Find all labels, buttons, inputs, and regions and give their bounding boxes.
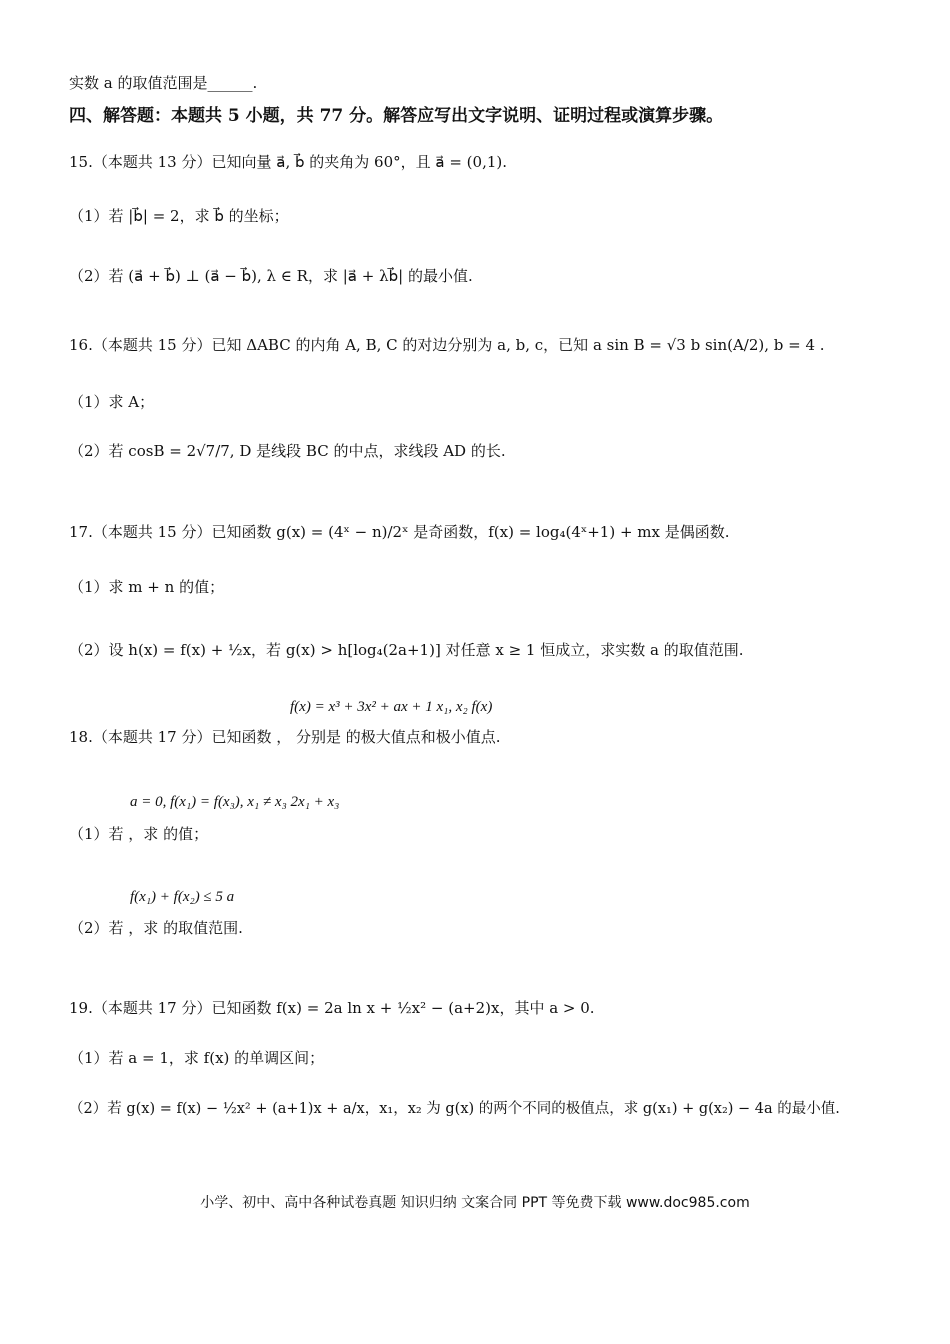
q19-stem: 19.（本题共 17 分）已知函数 f(x) = 2a ln x + ½x² − (a+2)x，其中 a > 0.: [69, 999, 595, 1017]
q16-part1: （1）求 A；: [69, 393, 155, 411]
q18-part1-formula: a = 0, f(x₁) = f(x₃), x₁ ≠ x₃ 2x₁ + x₃: [130, 794, 340, 810]
q16-stem: 16.（本题共 15 分）已知 ΔABC 的内角 A, B, C 的对边分别为 a, b, c，已知 a sin B = √3 b sin(A/2), b = 4 .: [69, 336, 825, 354]
q17-part2: （2）设 h(x) = f(x) + ½x，若 g(x) > h[log₄(2a+1)] 对任意 x ≥ 1 恒成立，求实数 a 的取值范围.: [69, 641, 744, 659]
q15-part1: （1）若 |b⃗| = 2，求 b⃗ 的坐标；: [69, 207, 289, 225]
q17-stem: 17.（本题共 15 分）已知函数 g(x) = (4ˣ − n)/2ˣ 是奇函数，f(x) = log₄(4ˣ+1) + mx 是偶函数.: [69, 523, 730, 541]
q18-part2: （2）若 ，求 的取值范围.: [69, 919, 243, 937]
section-heading: 四、解答题：本题共 5 小题，共 77 分。解答应写出文字说明、证明过程或演算步骤。: [69, 106, 724, 126]
q15-stem: 15.（本题共 13 分）已知向量 a⃗, b⃗ 的夹角为 60°，且 a⃗ = (0,1).: [69, 153, 508, 171]
q16-part2: （2）若 cosB = 2√7/7, D 是线段 BC 的中点，求线段 AD 的长.: [69, 442, 506, 460]
q17-part1: （1）求 m + n 的值；: [69, 578, 225, 596]
q18-part1: （1）若 ，求 的值；: [69, 825, 209, 843]
q19-part2: （2）若 g(x) = f(x) − ½x² + (a+1)x + a/x，x₁，x₂ 为 g(x) 的两个不同的极值点，求 g(x₁) + g(x₂) − 4a 的最小值.: [69, 1101, 840, 1117]
q18-part2-formula: f(x₁) + f(x₂) ≤ 5 a: [130, 889, 235, 905]
prev-answer-line: 实数 a 的取值范围是______.: [69, 74, 258, 92]
q15-part2: （2）若 (a⃗ + b⃗) ⊥ (a⃗ − b⃗), λ ∈ R，求 |a⃗ + λb⃗| 的最小值.: [69, 267, 473, 285]
q18-stem: 18.（本题共 17 分）已知函数 ， 分别是 的极大值点和极小值点.: [69, 728, 501, 746]
q19-part1: （1）若 a = 1，求 f(x) 的单调区间；: [69, 1049, 325, 1067]
footer-banner: 小学、初中、高中各种试卷真题 知识归纳 文案合同 PPT 等免费下载 www.doc985.com: [200, 1195, 750, 1211]
q18-formula-row: f(x) = x³ + 3x² + ax + 1 x₁, x₂ f(x): [290, 699, 493, 715]
